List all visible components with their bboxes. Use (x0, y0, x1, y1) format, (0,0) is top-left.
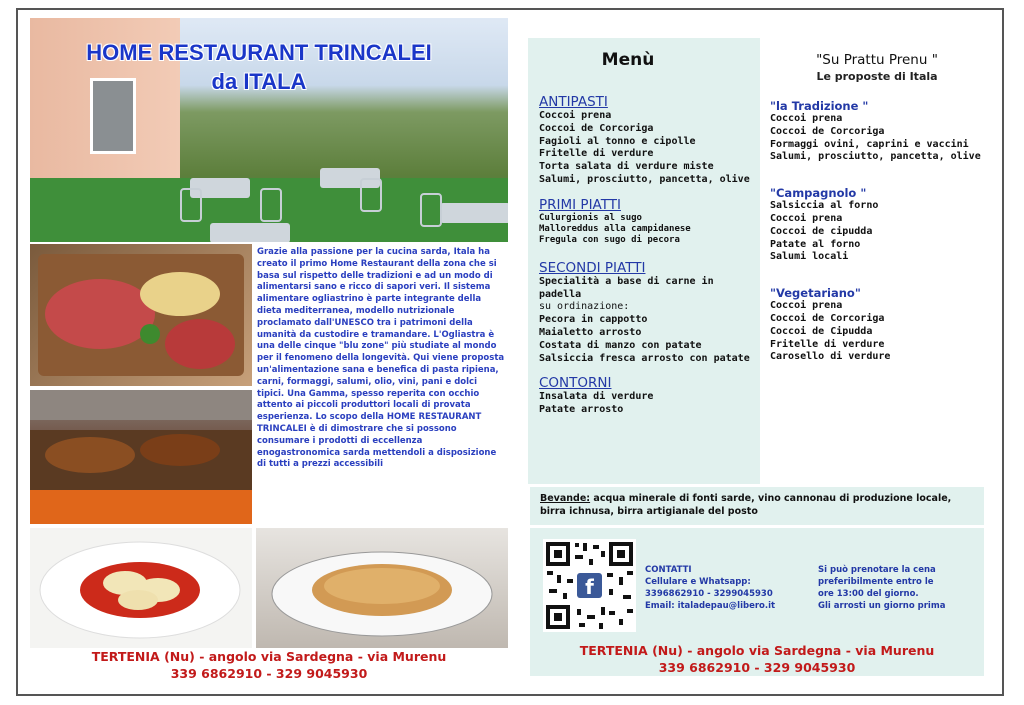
proposte-column (770, 52, 984, 364)
proposta-item: Carosello di verdure (770, 351, 891, 363)
svg-text:f: f (585, 575, 594, 599)
proposta-item: Patate al forno (770, 238, 861, 250)
menu-item: Fritelle di verdure (539, 148, 654, 160)
menu-item: Culurgionis al sugo (539, 212, 642, 223)
address-footer-left: TERTENIA (Nu) - angolo via Sardegna - via Murenu 339 6862910 - 329 9045930 (91, 649, 447, 681)
proposta-item: Coccoi de Cipudda (770, 325, 873, 337)
menu-item: Coccoi prena (539, 110, 612, 121)
menu-item: Fagioli al tonno e cipolle (539, 135, 696, 147)
menu-title: Menù (601, 50, 655, 70)
facebook-qr-code[interactable] (543, 539, 636, 632)
proposta-item: Formaggi ovini, caprini e vaccini (770, 138, 969, 150)
proposta-item: Coccoi de Corcoriga (770, 312, 885, 324)
contacts-email[interactable]: Email: italadepau@libero.it (645, 601, 776, 611)
bevande-text: acqua minerale di fonti sarde, vino cannonau di produzione locale, birra ichnusa, birra artigianale del posto (540, 493, 952, 517)
proposte-subtitle: Le proposte di Itala (816, 70, 938, 83)
contacts-block (645, 564, 805, 612)
group-campagnolo: "Campagnolo " (770, 186, 867, 201)
proposte-title: "Su Prattu Prenu " (816, 52, 938, 68)
proposta-item: Salsiccia al forno (770, 200, 879, 212)
proposta-item: Coccoi de cipudda (770, 225, 873, 237)
bevande-box (530, 487, 984, 525)
menu-column (539, 88, 754, 417)
menu-item: Salumi, prosciutto, pancetta, olive (539, 173, 750, 185)
proposta-item: Coccoi prena (770, 300, 843, 312)
section-contorni: CONTORNI (539, 375, 612, 392)
proposta-item: Coccoi de Corcoriga (770, 125, 885, 137)
proposta-item: Fritelle di verdure (770, 338, 885, 350)
photo-savory-pie (256, 528, 508, 648)
photo-roasting-fire (30, 390, 252, 524)
menu-item: Torta salata di verdure miste (539, 161, 714, 173)
contacts-phone[interactable]: 3396862910 - 3299045930 (645, 589, 773, 599)
section-secondi: SECONDI PIATTI (539, 259, 646, 276)
contacts-title: CONTATTI (645, 565, 692, 575)
restaurant-description: Grazie alla passione per la cucina sarda, Itala ha creato il primo Home Restaurant della zona che si basa sul rispetto delle tradizioni e ad un modo di alimentarsi sano e ricco di sapori veri. Il sistema alimentare ogliastrino è parte integrante della dieta mediterranea, modello nutrizionale proclamato dall'UNESCO tra i patrimoni della umanità da custodire e tramandare. L'Ogliastra è una delle cinque "blu zone" più studiate al mondo per il fenomeno della longevità. Qui viene proposta un'alimentazione sana e benefica di pasta ripiena, carni, formaggi, salumi, olio, vini, pani e dolci tipici. Una Gamma, spesso reperita con occhio attento ai piccoli produttori locali di provata esperienza. Lo scopo della HOME RESTAURANT TRINCALEI è di dimostrare che si possono consumare i prodotti di eccellenza enogastronomica sarda mettendoli a disposizione di tutti a prezzi accessibili (257, 247, 505, 470)
menu-item: Fregula con sugo di pecora (539, 234, 680, 245)
photo-cured-meats (30, 244, 252, 386)
bevande-label: Bevande: (540, 493, 591, 504)
restaurant-title: HOME RESTAURANT TRINCALEI da ITALA (86, 40, 432, 94)
photo-gnocchi-plate (30, 528, 252, 648)
section-antipasti: ANTIPASTI (539, 94, 608, 110)
menu-note: su ordinazione: (539, 301, 630, 313)
hero-photo-terrace (30, 18, 508, 242)
proposta-item: Salumi locali (770, 251, 849, 263)
menu-item: Pecora in cappotto (539, 314, 648, 326)
menu-item: Insalata di verdure (539, 391, 654, 403)
booking-note: Si può prenotare la cena preferibilmente entro le ore 13:00 del giorno. Gli arrosti un giorno prima (818, 565, 946, 611)
proposta-item: Coccoi prena (770, 113, 843, 124)
proposta-item: Coccoi prena (770, 212, 843, 224)
menu-item: Maialetto arrosto (539, 326, 642, 338)
section-primi: PRIMI PIATTI (539, 196, 621, 213)
group-tradizione: "la Tradizione " (770, 99, 869, 113)
group-vegetariano: "Vegetariano" (770, 286, 861, 301)
menu-item: Coccoi de Corcoriga (539, 122, 654, 134)
menu-item: Costata di manzo con patate (539, 339, 702, 351)
address-footer-right: TERTENIA (Nu) - angolo via Sardegna - via Murenu 339 6862910 - 329 9045930 (579, 643, 935, 675)
proposta-item: Salumi, prosciutto, pancetta, olive (770, 151, 981, 163)
contacts-phone-label: Cellulare e Whatsapp: (645, 577, 751, 587)
menu-item: Salsiccia fresca arrosto con patate (539, 352, 750, 364)
menu-item: Patate arrosto (539, 404, 624, 416)
menu-item: Malloreddus alla campidanese (539, 223, 691, 234)
menu-item: Specialità a base di carne in padella (539, 275, 714, 300)
